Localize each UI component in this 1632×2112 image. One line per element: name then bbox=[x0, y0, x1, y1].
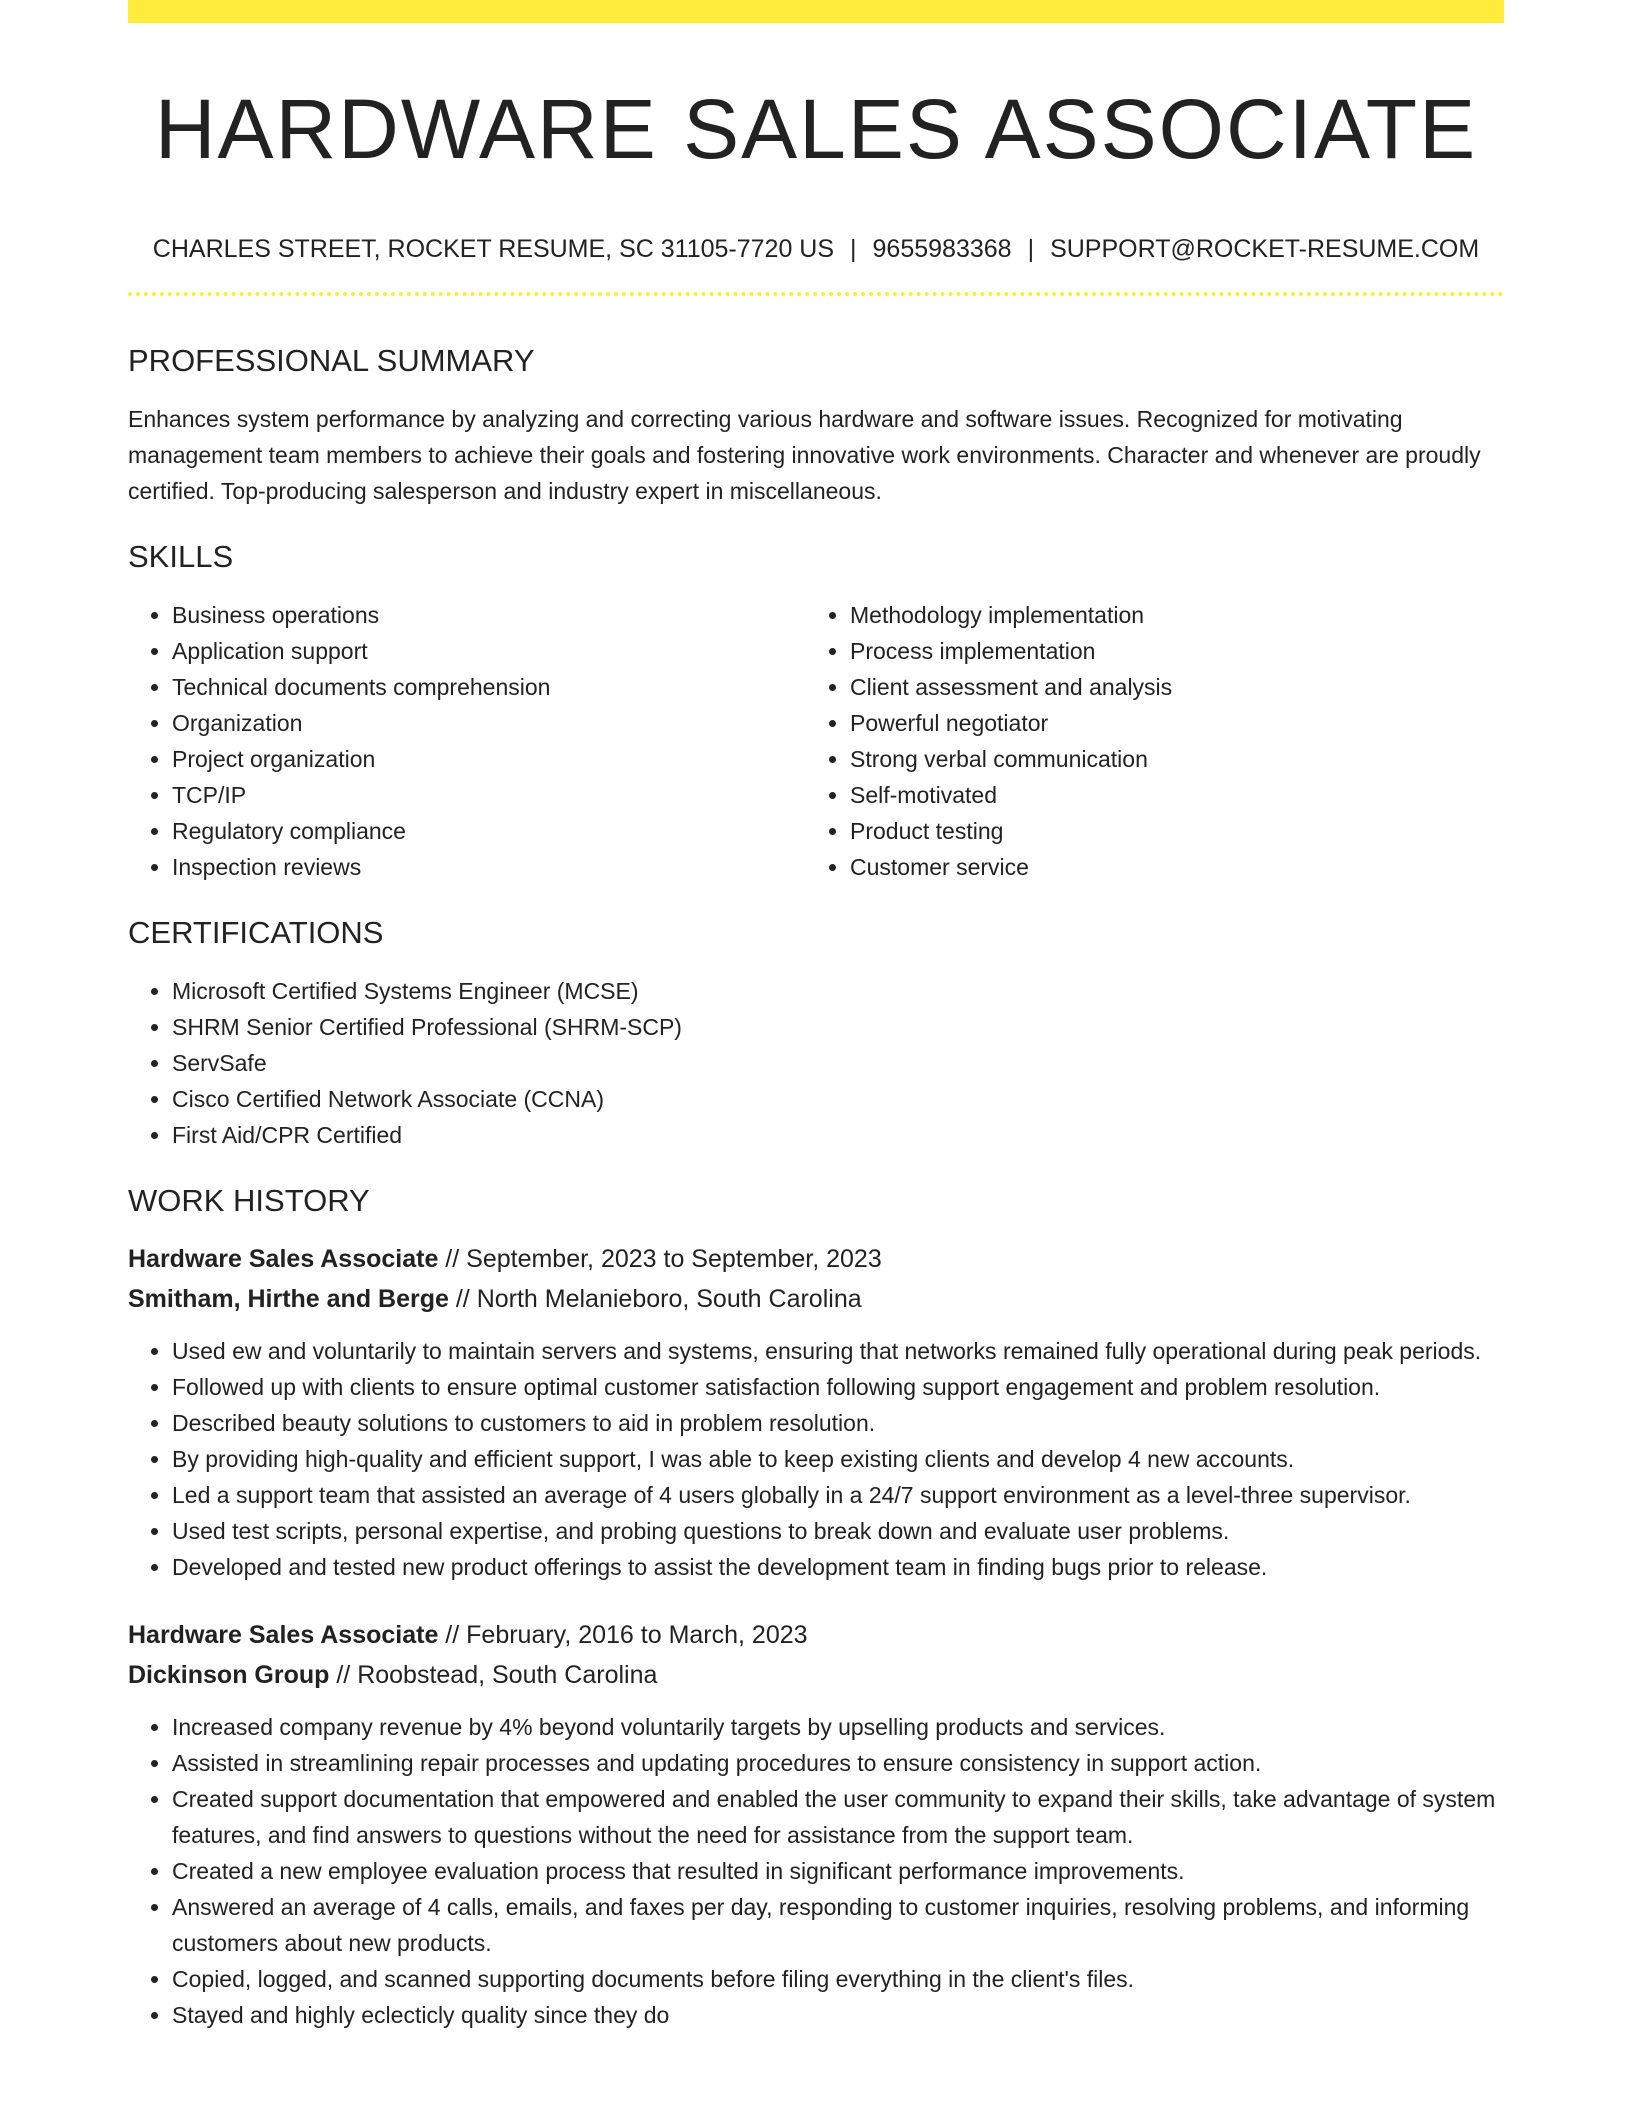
job-bullet: • By providing high-quality and efficient support, I was able to keep existing clients and develop 4 new accounts. bbox=[172, 1441, 1504, 1477]
skills-column-right bbox=[806, 597, 1484, 885]
skill-item: • Regulatory compliance bbox=[172, 813, 806, 849]
job-role: Hardware Sales Associate bbox=[128, 1621, 439, 1649]
skill-item: • Customer service bbox=[850, 849, 1484, 885]
certifications-heading: CERTIFICATIONS bbox=[128, 915, 384, 950]
job-entry bbox=[128, 1239, 1504, 1585]
certification-item: • SHRM Senior Certified Professional (SHRM-SCP) bbox=[172, 1009, 1504, 1045]
skill-item: • Strong verbal communication bbox=[850, 741, 1484, 777]
job-bullet: • Created a new employee evaluation process that resulted in significant performance improvements. bbox=[172, 1853, 1504, 1889]
job-company: Dickinson Group bbox=[128, 1661, 330, 1689]
job-title-line bbox=[128, 1615, 1504, 1655]
contact-address: CHARLES STREET, ROCKET RESUME, SC 31105-7720 US bbox=[152, 235, 835, 263]
job-bullets bbox=[128, 1333, 1504, 1585]
skill-item: • TCP/IP bbox=[172, 777, 806, 813]
job-bullet: • Followed up with clients to ensure optimal customer satisfaction following support engagement and problem resolution. bbox=[172, 1369, 1504, 1405]
skill-item: • Organization bbox=[172, 705, 806, 741]
job-bullet: • Used test scripts, personal expertise, and probing questions to break down and evaluate user problems. bbox=[172, 1513, 1504, 1549]
summary-heading: PROFESSIONAL SUMMARY bbox=[128, 343, 535, 378]
work-history-heading: WORK HISTORY bbox=[128, 1183, 370, 1218]
skill-item: • Self-motivated bbox=[850, 777, 1484, 813]
skill-item: • Product testing bbox=[850, 813, 1484, 849]
job-dates: // February, 2016 to March, 2023 bbox=[438, 1621, 808, 1649]
skill-item: • Technical documents comprehension bbox=[172, 669, 806, 705]
skill-item: • Project organization bbox=[172, 741, 806, 777]
skill-item: • Process implementation bbox=[850, 633, 1484, 669]
skill-item: • Inspection reviews bbox=[172, 849, 806, 885]
job-bullet: • Copied, logged, and scanned supporting documents before filing everything in the client's files. bbox=[172, 1961, 1504, 1997]
certifications-list bbox=[128, 973, 1504, 1153]
skills-heading: SKILLS bbox=[128, 539, 234, 574]
job-location: // North Melanieboro, South Carolina bbox=[448, 1285, 862, 1313]
job-role: Hardware Sales Associate bbox=[128, 1245, 439, 1273]
certification-item: • ServSafe bbox=[172, 1045, 1504, 1081]
job-bullet: • Answered an average of 4 calls, emails, and faxes per day, responding to customer inquiries, resolving problems, and informing customers about new products. bbox=[172, 1889, 1504, 1961]
job-bullet: • Created support documentation that empowered and enabled the user community to expand their skills, take advantage of system features, and find answers to questions without the need for assistance from the support team. bbox=[172, 1781, 1504, 1853]
certification-item: • First Aid/CPR Certified bbox=[172, 1117, 1504, 1153]
job-entry bbox=[128, 1615, 1504, 2033]
job-company-line bbox=[128, 1655, 1504, 1695]
job-title-line bbox=[128, 1239, 1504, 1279]
contact-separator: | bbox=[1027, 235, 1035, 263]
skill-item: • Application support bbox=[172, 633, 806, 669]
contact-email: SUPPORT@ROCKET-RESUME.COM bbox=[1050, 235, 1480, 263]
dotted-divider bbox=[128, 292, 1504, 296]
resume-content bbox=[128, 0, 1504, 2033]
job-company: Smitham, Hirthe and Berge bbox=[128, 1285, 449, 1313]
contact-line bbox=[128, 231, 1504, 267]
certification-item: • Cisco Certified Network Associate (CCNA) bbox=[172, 1081, 1504, 1117]
job-dates: // September, 2023 to September, 2023 bbox=[438, 1245, 882, 1273]
contact-separator: | bbox=[850, 235, 857, 263]
job-bullet: • Assisted in streamlining repair processes and updating procedures to ensure consistency in support action. bbox=[172, 1745, 1504, 1781]
job-location: // Roobstead, South Carolina bbox=[329, 1661, 658, 1689]
contact-phone: 9655983368 bbox=[872, 235, 1012, 263]
skills-list bbox=[128, 597, 1504, 885]
job-bullet: • Led a support team that assisted an average of 4 users globally in a 24/7 support environment as a level-three supervisor. bbox=[172, 1477, 1504, 1513]
job-company-line bbox=[128, 1279, 1504, 1319]
skill-item: • Methodology implementation bbox=[850, 597, 1484, 633]
certification-item: • Microsoft Certified Systems Engineer (MCSE) bbox=[172, 973, 1504, 1009]
resume-title: HARDWARE SALES ASSOCIATE bbox=[154, 82, 1478, 176]
job-bullets bbox=[128, 1709, 1504, 2033]
job-bullet: • Increased company revenue by 4% beyond voluntarily targets by upselling products and services. bbox=[172, 1709, 1504, 1745]
job-bullet: • Used ew and voluntarily to maintain servers and systems, ensuring that networks remained fully operational during peak periods. bbox=[172, 1333, 1504, 1369]
job-bullet: • Stayed and highly eclecticly quality since they do bbox=[172, 1997, 1504, 2033]
skill-item: • Business operations bbox=[172, 597, 806, 633]
skill-item: • Client assessment and analysis bbox=[850, 669, 1484, 705]
job-bullet: • Developed and tested new product offerings to assist the development team in finding bugs prior to release. bbox=[172, 1549, 1504, 1585]
skills-column-left bbox=[128, 597, 806, 885]
job-bullet: • Described beauty solutions to customers to aid in problem resolution. bbox=[172, 1405, 1504, 1441]
summary-text: Enhances system performance by analyzing and correcting various hardware and software issues. Recognized for motivating management team members to achieve their goals and fostering innovative work environments. Character and whenever are proudly certified. Top-producing salesperson and industry expert in miscellaneous. bbox=[128, 406, 1481, 504]
skill-item: • Powerful negotiator bbox=[850, 705, 1484, 741]
